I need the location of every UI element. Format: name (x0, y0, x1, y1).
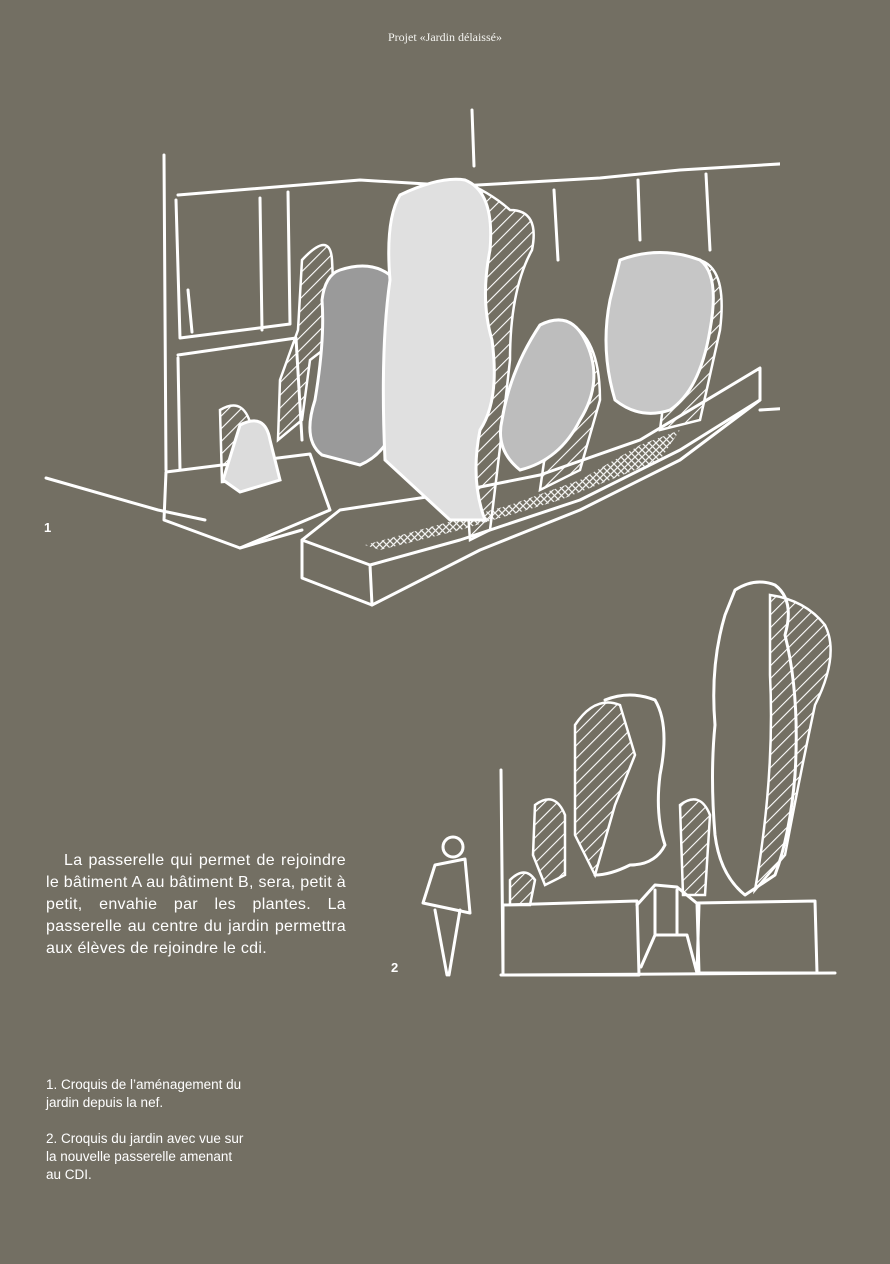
figure-captions (46, 1076, 246, 1202)
garden-sketch-2 (415, 575, 855, 985)
figure-1-label: 1 (44, 520, 52, 535)
caption-1: 1. Croquis de l’aménagement du jardin depuis la nef. (46, 1077, 242, 1110)
figure-2-label: 2 (391, 960, 399, 975)
caption-2: 2. Croquis du jardin avec vue sur la nouvelle passerelle amenant au CDI. (46, 1131, 244, 1182)
description-paragraph: La passerelle qui permet de rejoindre le bâtiment A au bâtiment B, sera, petit à petit, envahie par les plantes. La passerelle au centre du jardin permettra aux élèves de rejoindre le cdi. (46, 852, 346, 957)
page-header: Projet «Jardin délaissé» (388, 30, 502, 44)
garden-sketch-1 (40, 100, 780, 610)
